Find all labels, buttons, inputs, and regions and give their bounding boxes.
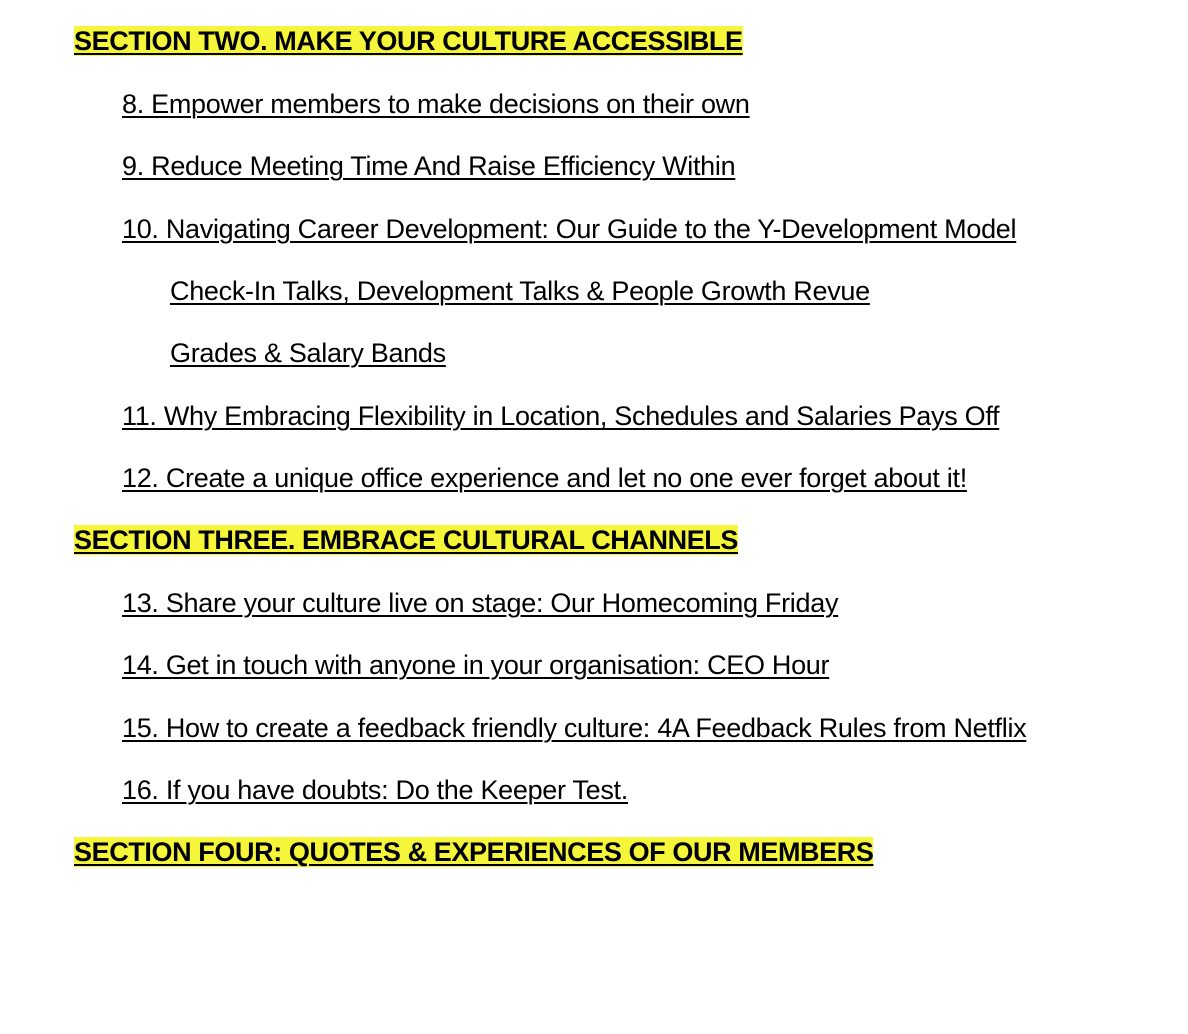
toc-item-12	[122, 460, 967, 496]
toc-item-11	[122, 398, 999, 434]
section-three-link[interactable]: SECTION THREE. EMBRACE CULTURAL CHANNELS	[74, 525, 739, 555]
toc-link-14[interactable]: 14. Get in touch with anyone in your organisation: CEO Hour	[122, 650, 830, 680]
toc-link-15[interactable]: 15. How to create a feedback friendly culture: 4A Feedback Rules from Netflix	[122, 713, 1027, 743]
toc-item-10	[122, 211, 1016, 247]
toc-link-10[interactable]: 10. Navigating Career Development: Our Guide to the Y-Development Model	[122, 214, 1017, 244]
toc-link-13[interactable]: 13. Share your culture live on stage: Our Homecoming Friday	[122, 588, 839, 618]
toc-item-8	[122, 86, 750, 122]
toc-link-16[interactable]: 16. If you have doubts: Do the Keeper Test.	[122, 775, 628, 805]
toc-item-9	[122, 148, 735, 184]
toc-subitem-grades-salary	[170, 335, 446, 371]
toc-link-8[interactable]: 8. Empower members to make decisions on their own	[122, 89, 750, 119]
toc-link-grades-salary[interactable]: Grades & Salary Bands	[170, 338, 446, 368]
section-three-heading	[74, 522, 738, 558]
toc-link-9[interactable]: 9. Reduce Meeting Time And Raise Efficiency Within	[122, 151, 736, 181]
toc-item-15	[122, 710, 1026, 746]
toc-link-12[interactable]: 12. Create a unique office experience and let no one ever forget about it!	[122, 463, 967, 493]
toc-item-16	[122, 772, 628, 808]
section-four-heading	[74, 834, 873, 870]
section-two-link[interactable]: SECTION TWO. MAKE YOUR CULTURE ACCESSIBLE	[74, 26, 743, 56]
toc-item-13	[122, 585, 838, 621]
toc-link-11[interactable]: 11. Why Embracing Flexibility in Location, Schedules and Salaries Pays Off	[122, 401, 1000, 431]
section-two-heading	[74, 23, 743, 59]
toc-subitem-check-in-talks	[170, 273, 870, 309]
section-four-link[interactable]: SECTION FOUR: QUOTES & EXPERIENCES OF OUR MEMBERS	[74, 837, 874, 867]
toc-item-14	[122, 647, 829, 683]
toc-link-check-in-talks[interactable]: Check-In Talks, Development Talks & People Growth Revue	[170, 276, 870, 306]
